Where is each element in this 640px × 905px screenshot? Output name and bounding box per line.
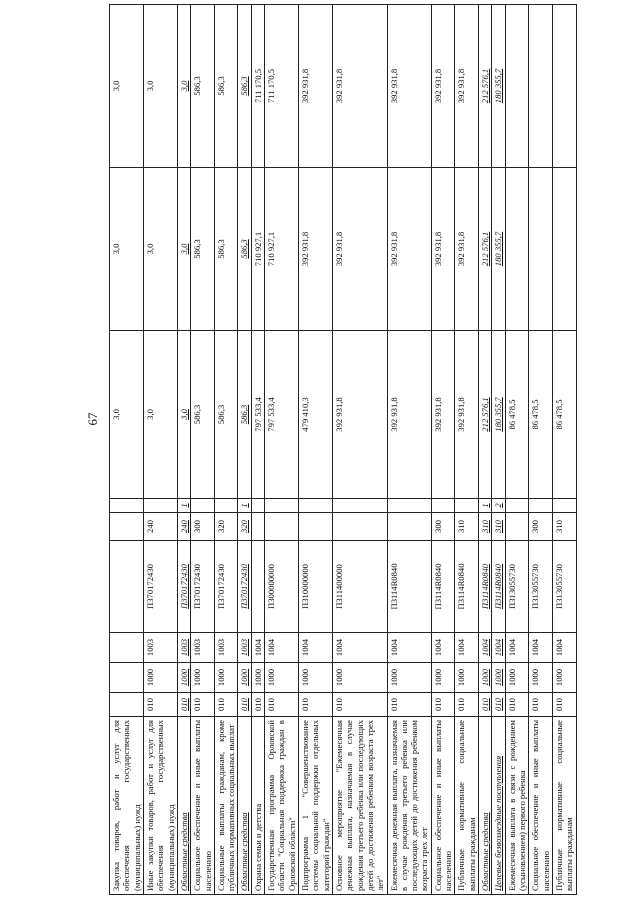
target-article-cell: П3114R0840	[492, 541, 505, 633]
amount-year3-cell: 212 576,1	[479, 5, 492, 168]
row-name-cell: Целевые безвозмездные поступления	[492, 717, 505, 895]
table-row	[492, 5, 505, 895]
budget-table	[109, 4, 577, 895]
table-row	[214, 5, 238, 895]
gr-code-cell: 010	[492, 693, 505, 717]
table-row	[505, 5, 529, 895]
section-code-cell: 1000	[238, 663, 251, 693]
expense-type-cell: 300	[191, 513, 215, 541]
amount-year2-cell: 586,3	[214, 168, 238, 331]
subsection-code-cell: 1004	[455, 633, 479, 663]
row-name-cell: Ежемесячная денежная выплата, назначаемая в случае рождения третьего ребенка или последующих детей до достижения ребенком возраста трех лет	[387, 717, 431, 895]
source-code-cell	[431, 499, 455, 513]
section-code-cell: 1000	[191, 663, 215, 693]
amount-year2-cell	[552, 168, 576, 331]
section-code-cell: 1000	[332, 663, 387, 693]
section-code-cell: 1000	[505, 663, 529, 693]
row-name-cell: Государственная программа Орловской области "Социальная поддержка граждан в Орловской области"	[265, 717, 299, 895]
expense-type-cell: 310	[479, 513, 492, 541]
source-code-cell	[251, 499, 264, 513]
row-name-cell: Областные средства	[238, 717, 251, 895]
expense-type-cell	[387, 513, 431, 541]
target-article-cell: П313055730	[529, 541, 553, 633]
subsection-code-cell: 1004	[299, 633, 333, 663]
expense-type-cell: 240	[143, 513, 177, 541]
table-row	[332, 5, 387, 895]
row-name-cell: Социальное обеспечение и иные выплаты населению	[191, 717, 215, 895]
amount-year3-cell: 3,0	[143, 5, 177, 168]
amount-year3-cell: 3,0	[177, 5, 190, 168]
section-code-cell: 1000	[479, 663, 492, 693]
amount-year3-cell: 392 931,8	[455, 5, 479, 168]
subsection-code-cell: 1003	[177, 633, 190, 663]
amount-year3-cell: 586,3	[238, 5, 251, 168]
expense-type-cell: 300	[431, 513, 455, 541]
table-row	[387, 5, 431, 895]
source-code-cell	[455, 499, 479, 513]
amount-year2-cell: 392 931,8	[387, 168, 431, 331]
subsection-code-cell: 1003	[238, 633, 251, 663]
amount-year3-cell: 711 170,5	[251, 5, 264, 168]
row-name-cell: Закупка товаров, работ и услуг для обеспечения государственных (муниципальных) нужд	[110, 717, 144, 895]
gr-code-cell: 010	[505, 693, 529, 717]
amount-year3-cell: 180 355,7	[492, 5, 505, 168]
amount-year1-cell: 86 478,5	[505, 331, 529, 499]
table-row	[455, 5, 479, 895]
amount-year3-cell: 711 170,5	[265, 5, 299, 168]
amount-year1-cell: 797 533,4	[265, 331, 299, 499]
amount-year2-cell: 392 931,8	[431, 168, 455, 331]
subsection-code-cell: 1004	[529, 633, 553, 663]
subsection-code-cell: 1004	[492, 633, 505, 663]
target-article-cell: П310000000	[299, 541, 333, 633]
amount-year3-cell	[552, 5, 576, 168]
expense-type-cell	[505, 513, 529, 541]
amount-year2-cell	[505, 168, 529, 331]
row-name-cell: Основное мероприятие "Ежемесячная денежная выплата, назначаемая в случае рождения третьего ребенка или последующих детей до достижения ребенком возраста трех лет"	[332, 717, 387, 895]
row-name-cell: Социальное обеспечение и иные выплаты населению	[431, 717, 455, 895]
source-code-cell	[299, 499, 333, 513]
expense-type-cell	[332, 513, 387, 541]
gr-code-cell: 010	[238, 693, 251, 717]
row-name-cell: Иные закупки товаров, работ и услуг для обеспечения государственных (муниципальных) нужд	[143, 717, 177, 895]
amount-year3-cell: 392 931,8	[431, 5, 455, 168]
target-article-cell: П3114R0840	[479, 541, 492, 633]
source-code-cell	[387, 499, 431, 513]
amount-year3-cell	[505, 5, 529, 168]
expense-type-cell	[265, 513, 299, 541]
section-code-cell: 1000	[492, 663, 505, 693]
amount-year1-cell: 392 931,8	[332, 331, 387, 499]
source-code-cell	[265, 499, 299, 513]
section-code-cell: 1000	[177, 663, 190, 693]
subsection-code-cell: 1004	[431, 633, 455, 663]
source-code-cell: 1	[479, 499, 492, 513]
gr-code-cell: 010	[552, 693, 576, 717]
gr-code-cell: 010	[177, 693, 190, 717]
target-article-cell: П300000000	[265, 541, 299, 633]
amount-year1-cell: 586,3	[214, 331, 238, 499]
amount-year1-cell: 212 576,1	[479, 331, 492, 499]
source-code-cell	[143, 499, 177, 513]
amount-year1-cell: 392 931,8	[387, 331, 431, 499]
amount-year1-cell: 797 533,4	[251, 331, 264, 499]
table-row	[143, 5, 177, 895]
amount-year2-cell: 392 931,8	[455, 168, 479, 331]
gr-code-cell: 010	[387, 693, 431, 717]
row-name-cell: Социальное обеспечение и иные выплаты населению	[529, 717, 553, 895]
amount-year1-cell: 586,3	[191, 331, 215, 499]
amount-year2-cell: 3,0	[143, 168, 177, 331]
expense-type-cell: 310	[455, 513, 479, 541]
target-article-cell: П370172430	[238, 541, 251, 633]
section-code-cell: 1000	[265, 663, 299, 693]
section-code-cell: 1000	[529, 663, 553, 693]
gr-code-cell: 010	[479, 693, 492, 717]
amount-year2-cell: 3,0	[110, 168, 144, 331]
amount-year1-cell: 3,0	[177, 331, 190, 499]
row-name-cell: Социальные выплаты гражданам, кроме публичных нормативных социальных выплат	[214, 717, 238, 895]
target-article-cell: П313055730	[552, 541, 576, 633]
row-name-cell: Ежемесячная выплата в связи с рождением (усыновлением) первого ребенка	[505, 717, 529, 895]
source-code-cell	[191, 499, 215, 513]
rotated-document-page	[79, 5, 599, 895]
amount-year2-cell: 392 931,8	[332, 168, 387, 331]
amount-year3-cell: 392 931,8	[387, 5, 431, 168]
target-article-cell	[251, 541, 264, 633]
section-code-cell: 1000	[299, 663, 333, 693]
expense-type-cell	[251, 513, 264, 541]
target-article-cell: П370172430	[177, 541, 190, 633]
subsection-code-cell: 1004	[505, 633, 529, 663]
expense-type-cell: 320	[214, 513, 238, 541]
section-code-cell: 1000	[552, 663, 576, 693]
amount-year3-cell: 586,3	[214, 5, 238, 168]
gr-code-cell: 010	[529, 693, 553, 717]
page-number: 67	[85, 412, 100, 426]
table-row	[251, 5, 264, 895]
row-name-cell: Публичные нормативные социальные выплаты гражданам	[455, 717, 479, 895]
amount-year2-cell: 392 931,8	[299, 168, 333, 331]
amount-year1-cell: 392 931,8	[455, 331, 479, 499]
subsection-code-cell: 1004	[387, 633, 431, 663]
gr-code-cell: 010	[265, 693, 299, 717]
table-body	[110, 5, 577, 895]
amount-year1-cell: 3,0	[143, 331, 177, 499]
row-name-cell: Публичные нормативные социальные выплаты гражданам	[552, 717, 576, 895]
amount-year2-cell: 180 355,7	[492, 168, 505, 331]
table-row	[529, 5, 553, 895]
subsection-code-cell: 1004	[332, 633, 387, 663]
amount-year3-cell: 392 931,8	[332, 5, 387, 168]
expense-type-cell: 320	[238, 513, 251, 541]
table-row	[431, 5, 455, 895]
section-code-cell: 1000	[387, 663, 431, 693]
expense-type-cell: 310	[492, 513, 505, 541]
section-code-cell: 1000	[251, 663, 264, 693]
table-row	[177, 5, 190, 895]
target-article-cell: П311400000	[332, 541, 387, 633]
source-code-cell	[529, 499, 553, 513]
table-row	[191, 5, 215, 895]
row-name-cell: Областные средства	[177, 717, 190, 895]
source-code-cell: 2	[492, 499, 505, 513]
amount-year2-cell: 3,0	[177, 168, 190, 331]
amount-year1-cell: 479 410,3	[299, 331, 333, 499]
subsection-code-cell: 1004	[265, 633, 299, 663]
target-article-cell: П370172430	[143, 541, 177, 633]
target-article-cell	[110, 541, 144, 633]
amount-year3-cell: 586,3	[191, 5, 215, 168]
amount-year2-cell: 212 576,1	[479, 168, 492, 331]
amount-year2-cell: 586,3	[238, 168, 251, 331]
gr-code-cell: 010	[143, 693, 177, 717]
table-row	[238, 5, 251, 895]
table-row	[299, 5, 333, 895]
subsection-code-cell	[110, 633, 144, 663]
table-row	[552, 5, 576, 895]
table-row	[110, 5, 144, 895]
amount-year1-cell: 586,3	[238, 331, 251, 499]
subsection-code-cell: 1004	[479, 633, 492, 663]
source-code-cell	[332, 499, 387, 513]
section-code-cell: 1000	[455, 663, 479, 693]
amount-year2-cell: 710 927,1	[265, 168, 299, 331]
subsection-code-cell: 1004	[552, 633, 576, 663]
subsection-code-cell: 1003	[191, 633, 215, 663]
expense-type-cell: 300	[529, 513, 553, 541]
source-code-cell: 1	[177, 499, 190, 513]
expense-type-cell: 240	[177, 513, 190, 541]
gr-code-cell: 010	[332, 693, 387, 717]
source-code-cell	[552, 499, 576, 513]
subsection-code-cell: 1003	[143, 633, 177, 663]
amount-year1-cell: 180 355,7	[492, 331, 505, 499]
target-article-cell: П3114R0840	[387, 541, 431, 633]
target-article-cell: П370172430	[214, 541, 238, 633]
gr-code-cell: 010	[191, 693, 215, 717]
gr-code-cell: 010	[214, 693, 238, 717]
gr-code-cell: 010	[455, 693, 479, 717]
amount-year3-cell: 3,0	[110, 5, 144, 168]
subsection-code-cell: 1003	[214, 633, 238, 663]
gr-code-cell: 010	[431, 693, 455, 717]
amount-year1-cell: 3,0	[110, 331, 144, 499]
amount-year2-cell: 710 927,1	[251, 168, 264, 331]
target-article-cell: П3114R0840	[455, 541, 479, 633]
subsection-code-cell: 1004	[251, 633, 264, 663]
expense-type-cell	[299, 513, 333, 541]
source-code-cell	[214, 499, 238, 513]
section-code-cell: 1000	[214, 663, 238, 693]
expense-type-cell: 310	[552, 513, 576, 541]
expense-type-cell	[110, 513, 144, 541]
amount-year3-cell: 392 931,8	[299, 5, 333, 168]
row-name-cell: Охрана семьи и детства	[251, 717, 264, 895]
target-article-cell: П3114R0840	[431, 541, 455, 633]
table-row	[265, 5, 299, 895]
section-code-cell	[110, 663, 144, 693]
source-code-cell	[505, 499, 529, 513]
gr-code-cell	[110, 693, 144, 717]
source-code-cell	[110, 499, 144, 513]
gr-code-cell: 010	[251, 693, 264, 717]
row-name-cell: Областные средства	[479, 717, 492, 895]
amount-year2-cell: 586,3	[191, 168, 215, 331]
target-article-cell: П313055730	[505, 541, 529, 633]
table-row	[479, 5, 492, 895]
amount-year3-cell	[529, 5, 553, 168]
amount-year1-cell: 86 478,5	[552, 331, 576, 499]
amount-year1-cell: 86 478,5	[529, 331, 553, 499]
source-code-cell: 1	[238, 499, 251, 513]
target-article-cell: П370172430	[191, 541, 215, 633]
section-code-cell: 1000	[143, 663, 177, 693]
amount-year2-cell	[529, 168, 553, 331]
row-name-cell: Подпрограмма 1 "Совершенствование системы социальной поддержки отдельных категорий граждан"	[299, 717, 333, 895]
section-code-cell: 1000	[431, 663, 455, 693]
gr-code-cell: 010	[299, 693, 333, 717]
amount-year1-cell: 392 931,8	[431, 331, 455, 499]
